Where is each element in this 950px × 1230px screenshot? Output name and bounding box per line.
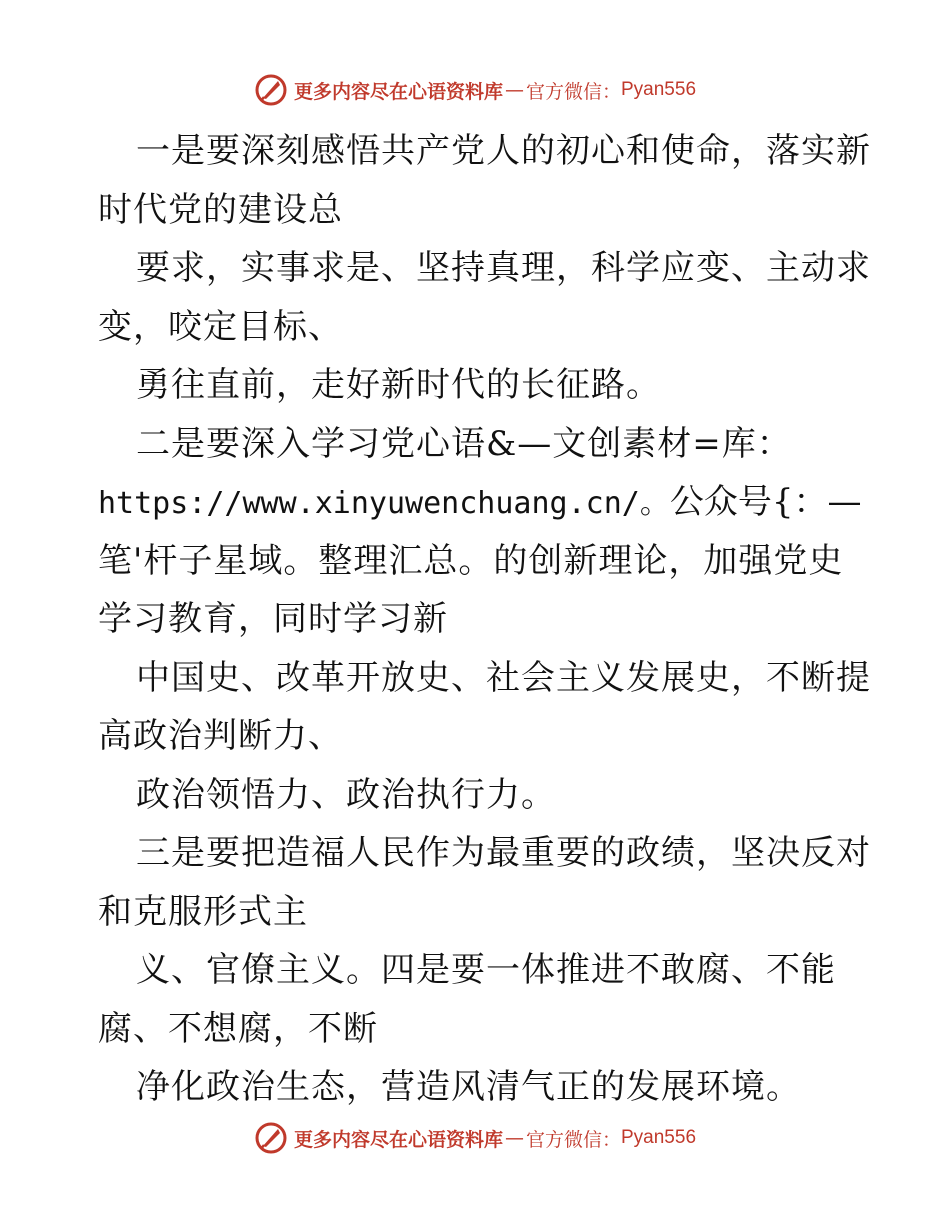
banner-wechat-id: Pyan556 [621,1127,697,1148]
body-line: 变，咬定目标、 [98,306,343,347]
body-line: 政治领悟力、政治执行力。 [136,774,556,815]
body-line: 中国史、改革开放史、社会主义发展史，不断提 [136,657,871,698]
body-line: 三是要把造福人民作为最重要的政绩，坚决反对 [136,833,871,873]
banner-dash: — [504,79,524,101]
body-line: 一是要深刻感悟共产党人的初心和使命，落实新 [136,131,871,171]
document-body [98,122,871,1117]
banner-wechat-label: 官方微信： [525,80,621,103]
banner-title: 更多内容尽在心语资料库 [293,80,503,103]
body-line: 义、官僚主义。四是要一体推进不敢腐、不能 [136,950,836,990]
body-text: 公众号{：— [669,482,862,522]
banner-dash: — [504,1127,524,1149]
body-line: 勇往直前，走好新时代的长征路。 [136,365,661,405]
body-line: 学习教育，同时学习新 [98,599,448,639]
banner-wechat-id: Pyan556 [621,79,697,100]
body-line: 和克服形式主 [98,891,308,932]
header-banner [0,70,950,110]
banner-wechat-label: 官方微信： [525,1128,621,1151]
footer-banner [0,1118,950,1158]
body-line: 净化政治生态，营造风清气正的发展环境。 [136,1067,801,1107]
body-line: 笔'杆子星域。整理汇总。的创新理论，加强党史 [98,540,844,581]
body-line: 要求，实事求是、坚持真理，科学应变、主动求 [136,248,871,288]
body-line: 高政治判断力、 [98,716,343,756]
body-line-url [98,473,862,532]
quill-logo-icon [254,73,288,107]
body-line: 二是要深入学习党心语&—文创素材=库： [136,423,792,464]
banner-title: 更多内容尽在心语资料库 [293,1128,503,1151]
body-line: 时代党的建设总 [98,189,343,230]
quill-logo-icon [254,1121,288,1155]
body-url: https://www.xinyuwenchuang.cn/。 [98,486,670,521]
body-line: 腐、不想腐，不断 [98,1008,378,1049]
